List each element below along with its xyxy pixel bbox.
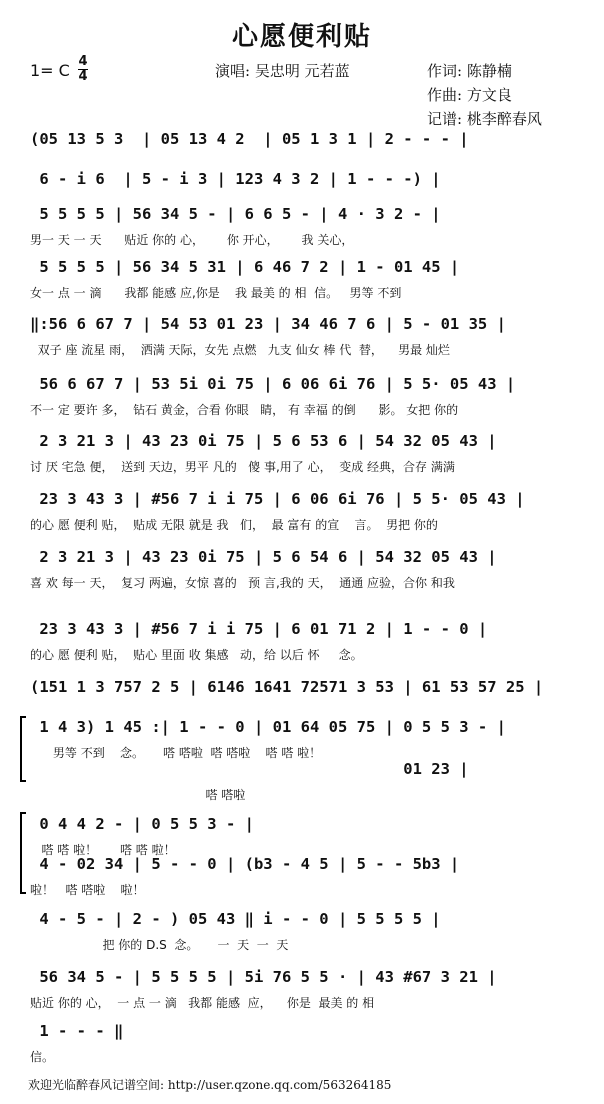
lyrics-line: 男一 天 一 天 贴近 你的 心， 你 开心， 我 关心， bbox=[30, 233, 354, 247]
key-signature: 1= C bbox=[30, 61, 70, 80]
system-bracket bbox=[20, 716, 26, 782]
lyrics-line: 的心 愿 便利 贴， 贴心 里面 收 集感 动，给 以后 怀 念。 bbox=[30, 648, 363, 662]
time-signature bbox=[78, 56, 88, 83]
notation-line: ‖:56 6 67 7 | 54 53 01 23 | 34 46 7 6 | 5 - 01 35 | bbox=[30, 315, 506, 333]
notation-line: (151 1 3 757 2 5 | 6146 1641 72571 3 53 | 61 53 57 25 | bbox=[30, 678, 544, 696]
time-sig-bottom: 4 bbox=[78, 69, 88, 84]
notation-line: 56 6 67 7 | 53 5i 0i 75 | 6 06 6i 76 | 5 5· 05 43 | bbox=[30, 375, 516, 393]
footer-credit: 欢迎光临醉春风记谱空间: http://user.qzone.qq.com/563264185 bbox=[28, 1078, 392, 1092]
notation-line: 4 - 5 - | 2 - ) 05 43 ‖ i - - 0 | 5 5 5 5 | bbox=[30, 910, 441, 928]
lyrics-line: 把 你的 D.S 念。 一 天 一 天 bbox=[30, 938, 289, 952]
system-bracket bbox=[20, 812, 26, 894]
lyrics-line: 双子 座 流星 雨， 洒满 天际，女先 点燃 九支 仙女 棒 代 替， 男最 灿烂 bbox=[30, 343, 450, 357]
composer: 作曲: 方文良 bbox=[427, 86, 512, 104]
lyrics-line: 嗒 嗒 啦！ 嗒 嗒 啦！ bbox=[30, 843, 176, 857]
lyrics-line: 讨 厌 宅急 便， 送到 天边，男平 凡的 傻 事,用了 心， 变成 经典，合存 满满 bbox=[30, 460, 455, 474]
notation-line: 56 34 5 - | 5 5 5 5 | 5i 76 5 5 · | 43 #67 3 21 | bbox=[30, 968, 497, 986]
notation-line: 23 3 43 3 | #56 7 i i 75 | 6 06 6i 76 | 5 5· 05 43 | bbox=[30, 490, 525, 508]
notation-line: (05 13 5 3 | 05 13 4 2 | 05 1 3 1 | 2 - - - | bbox=[30, 130, 469, 148]
notation-line: 1 - - - ‖ bbox=[30, 1022, 124, 1040]
notation-line: 2 3 21 3 | 43 23 0i 75 | 5 6 53 6 | 54 32 05 43 | bbox=[30, 432, 497, 450]
time-sig-top: 4 bbox=[78, 54, 88, 69]
lyrics-line: 啦！ 嗒 嗒啦 啦！ bbox=[30, 883, 145, 897]
notation-line: 5 5 5 5 | 56 34 5 31 | 6 46 7 2 | 1 - 01 45 | bbox=[30, 258, 460, 276]
lyrics-line: 嗒 嗒啦 bbox=[30, 788, 246, 802]
lyrics-line: 不一 定 要许 多， 钻石 黄金，合看 你眼 睛， 有 幸福 的倒 影。 女把 你的 bbox=[30, 403, 459, 417]
notation-line: 0 4 4 2 - | 0 5 5 3 - | bbox=[30, 815, 254, 833]
notation-line: 2 3 21 3 | 43 23 0i 75 | 5 6 54 6 | 54 32 05 43 | bbox=[30, 548, 497, 566]
song-title: 心愿便利贴 bbox=[231, 22, 372, 52]
lyrics-line: 信。 bbox=[30, 1050, 55, 1064]
lyrics-line: 贴近 你的 心， 一 点 一 滴 我都 能感 应， 你是 最美 的 相 bbox=[30, 996, 375, 1010]
notation-line: 1 4 3) 1 45 :| 1 - - 0 | 01 64 05 75 | 0 5 5 3 - | bbox=[30, 718, 506, 736]
lyrics-line: 喜 欢 每一 天， 复习 两遍，女惊 喜的 预 言,我的 天， 通通 应验，合你 和我 bbox=[30, 576, 455, 590]
notation-line: 23 3 43 3 | #56 7 i i 75 | 6 01 71 2 | 1 - - 0 | bbox=[30, 620, 488, 638]
notation-line: 4 - 02 34 | 5 - - 0 | (b3 - 4 5 | 5 - - 5b3 | bbox=[30, 855, 460, 873]
singers: 演唱: 吴忠明 元若蓝 bbox=[215, 62, 350, 80]
notation-line: 6 - i 6 | 5 - i 3 | 123 4 3 2 | 1 - - -) | bbox=[30, 170, 441, 188]
lyricist: 作词: 陈静楠 bbox=[427, 62, 512, 80]
transcriber: 记谱: 桃李醉春风 bbox=[427, 110, 542, 128]
notation-line: 01 23 | bbox=[30, 760, 469, 778]
lyrics-line: 的心 愿 便利 贴， 贴成 无限 就是 我 们， 最 富有 的宣 言。 男把 你的 bbox=[30, 518, 438, 532]
lyrics-line: 男等 不到 念。 嗒 嗒啦 嗒 嗒啦 嗒 嗒 啦！ bbox=[30, 746, 322, 760]
lyrics-line: 女一 点 一 滴 我都 能感 应,你是 我 最美 的 相 信。 男等 不到 bbox=[30, 286, 402, 300]
notation-line: 5 5 5 5 | 56 34 5 - | 6 6 5 - | 4 · 3 2 - | bbox=[30, 205, 441, 223]
